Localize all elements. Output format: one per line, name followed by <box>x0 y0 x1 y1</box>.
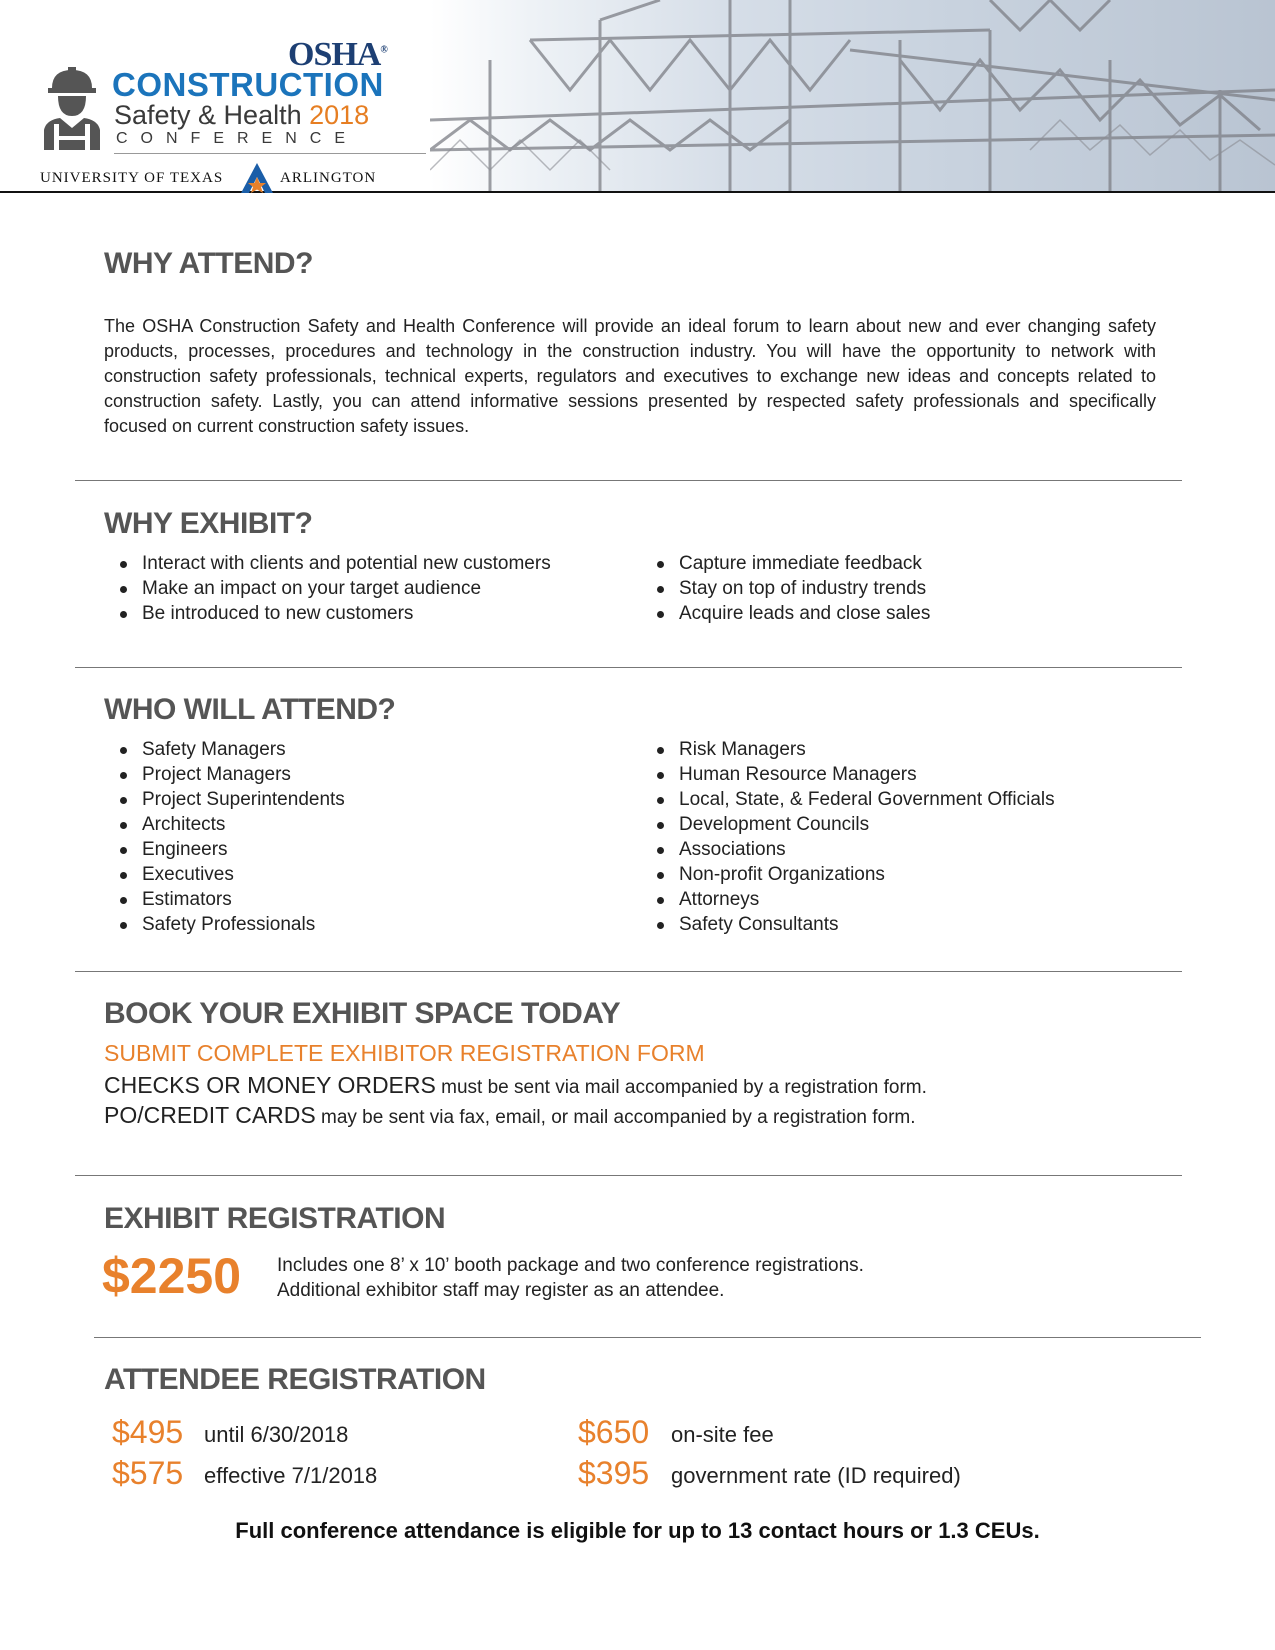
who-attend-heading: WHO WILL ATTEND? <box>104 693 396 726</box>
list-item: Capture immediate feedback <box>679 551 930 576</box>
who-attend-list-left <box>104 737 345 937</box>
section-divider <box>94 1337 1201 1338</box>
fee-price: $495 <box>112 1414 184 1450</box>
po-label: PO/CREDIT CARDS <box>104 1102 316 1128</box>
exhibit-price-description <box>277 1253 864 1303</box>
fee-description: effective 7/1/2018 <box>204 1463 378 1488</box>
who-attend-list-right <box>641 737 1055 937</box>
list-item: Project Managers <box>142 762 345 787</box>
why-exhibit-list-left <box>104 551 551 626</box>
list-item: Risk Managers <box>679 737 1055 762</box>
attendee-registration-heading: ATTENDEE REGISTRATION <box>104 1363 486 1396</box>
checks-money-orders-line <box>104 1072 927 1099</box>
why-attend-paragraph: The OSHA Construction Safety and Health Conference will provide an ideal forum to learn about new and ever changing safety products, processes, procedures and technology in the construction industry. You will have the opportunity to network with construction safety professionals, technical experts, regulators and executives to exchange new ideas and concepts related to construction safety. Lastly, you can attend informative sessions presented by respected safety professionals and specifically focused on current construction safety issues. <box>104 316 1156 436</box>
fee-description: government rate (ID required) <box>671 1463 961 1488</box>
construction-worker-icon <box>40 66 104 150</box>
conference-logo <box>40 36 400 186</box>
construction-wordmark: CONSTRUCTION <box>112 66 384 103</box>
list-item: Acquire leads and close sales <box>679 603 931 624</box>
section-divider <box>75 480 1182 481</box>
section-divider <box>75 1175 1182 1176</box>
list-item: Human Resource Managers <box>679 762 1055 787</box>
osha-wordmark: OSHA® <box>288 36 387 73</box>
list-item: Associations <box>679 837 1055 862</box>
list-item: Executives <box>142 862 345 887</box>
fee-description: until 6/30/2018 <box>204 1422 349 1447</box>
exhibit-registration-heading: EXHIBIT REGISTRATION <box>104 1202 446 1235</box>
fee-price: $650 <box>578 1414 650 1450</box>
year-label: 2018 <box>309 100 370 130</box>
list-item: Non-profit Organizations <box>679 862 1055 887</box>
safety-health-wordmark: Safety & Health 2018 <box>114 100 370 130</box>
list-item: Estimators <box>142 887 345 912</box>
why-attend-heading: WHY ATTEND? <box>104 247 313 280</box>
uta-star-logo-icon <box>238 163 276 193</box>
steel-truss-illustration <box>430 0 1275 193</box>
po-credit-cards-line <box>104 1102 916 1129</box>
university-wordmark <box>40 163 440 193</box>
list-item: Stay on top of industry trends <box>679 576 930 601</box>
exhibit-price: $2250 <box>102 1248 242 1304</box>
list-item: Attorneys <box>679 887 1055 912</box>
checks-label: CHECKS OR MONEY ORDERS <box>104 1072 436 1098</box>
list-item: Safety Managers <box>142 737 345 762</box>
why-exhibit-list-right <box>641 551 930 626</box>
list-item: Be introduced to new customers <box>142 601 551 626</box>
exhibit-includes-line: Includes one 8’ x 10’ booth package and two conference registrations. <box>277 1255 864 1276</box>
list-item: Local, State, & Federal Government Officials <box>679 789 1055 810</box>
conference-wordmark: CONFERENCE <box>116 130 359 147</box>
fee-description: on-site fee <box>671 1422 774 1447</box>
logo-divider <box>114 153 426 154</box>
list-item: Development Councils <box>679 812 1055 837</box>
page-header <box>0 0 1275 193</box>
section-divider <box>75 667 1182 668</box>
exhibit-staff-line: Additional exhibitor staff may register as an attendee. <box>277 1280 725 1301</box>
list-item: Architects <box>142 812 345 837</box>
university-name-left: UNIVERSITY OF TEXAS <box>40 170 224 186</box>
po-text: may be sent via fax, email, or mail accompanied by a registration form. <box>321 1107 916 1128</box>
fee-price: $395 <box>578 1455 650 1491</box>
contact-hours-note: Full conference attendance is eligible for up to 13 contact hours or 1.3 CEUs. <box>235 1518 1040 1543</box>
submit-form-callout: SUBMIT COMPLETE EXHIBITOR REGISTRATION FORM <box>104 1040 705 1066</box>
book-exhibit-heading: BOOK YOUR EXHIBIT SPACE TODAY <box>104 997 621 1030</box>
fee-price: $575 <box>112 1455 184 1491</box>
list-item: Engineers <box>142 837 345 862</box>
list-item: Project Superintendents <box>142 789 345 810</box>
steel-structure-photo <box>430 0 1275 193</box>
list-item: Interact with clients and potential new customers <box>142 553 551 574</box>
list-item: Safety Professionals <box>142 912 345 937</box>
university-name-right: ARLINGTON <box>280 170 377 186</box>
list-item: Safety Consultants <box>679 912 1055 937</box>
checks-text: must be sent via mail accompanied by a registration form. <box>441 1077 927 1098</box>
list-item: Make an impact on your target audience <box>142 576 551 601</box>
section-divider <box>75 971 1182 972</box>
why-exhibit-heading: WHY EXHIBIT? <box>104 507 313 540</box>
